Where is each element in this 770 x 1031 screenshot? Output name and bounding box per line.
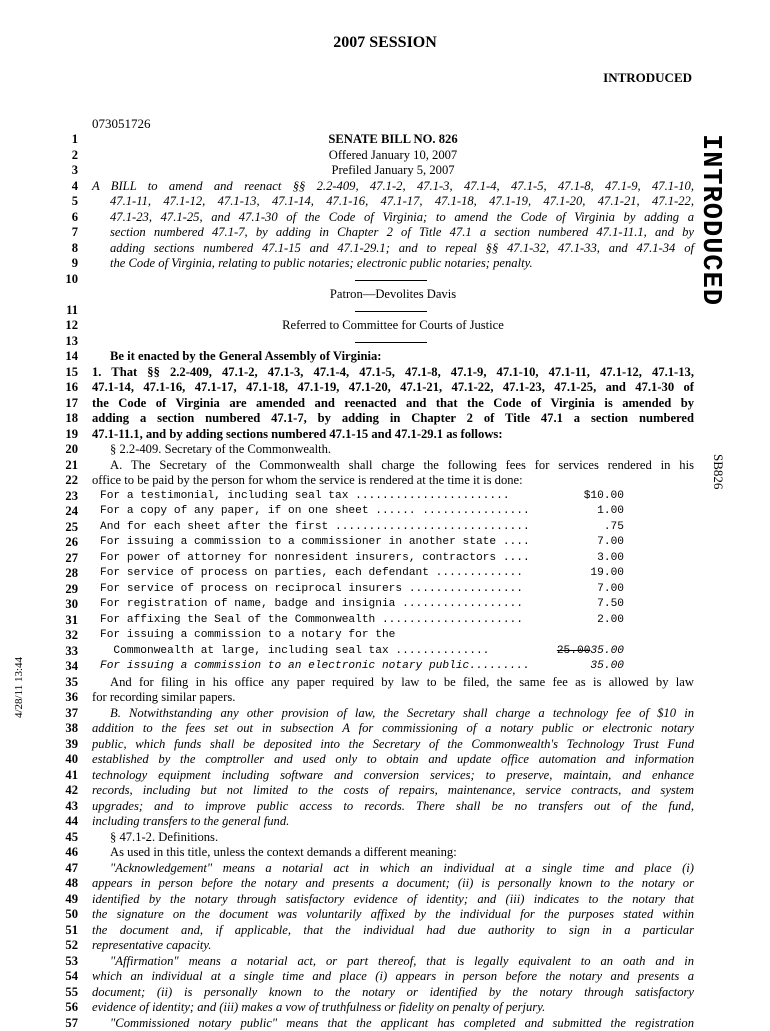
bill-line (0, 489, 770, 505)
bill-line (0, 380, 770, 396)
line-text (100, 597, 624, 613)
line-number: 24 (40, 504, 78, 520)
fee-amount: 7.50 (597, 597, 624, 613)
bill-line (0, 303, 770, 319)
line-number: 51 (40, 923, 78, 939)
line-number: 23 (40, 489, 78, 505)
bill-line (0, 721, 770, 737)
line-text: document; (ii) is personally known to the notary or identified by the notary through satisfactory (92, 985, 694, 1001)
new-amount: 35.00 (590, 645, 624, 657)
line-text (100, 535, 624, 551)
fee-description: Commonwealth at large, including seal tax .............. (100, 645, 489, 657)
line-number: 28 (40, 566, 78, 582)
line-text: Offered January 10, 2007 (92, 148, 694, 164)
line-text: identified by the notary through satisfactory evidence of identity; and (iii) indicates to the notary that (92, 892, 694, 908)
line-text: Prefiled January 5, 2007 (92, 163, 694, 179)
line-number: 22 (40, 473, 78, 489)
bill-line (0, 690, 770, 706)
bill-line (0, 876, 770, 892)
bill-line (0, 768, 770, 784)
line-number: 33 (40, 644, 78, 660)
line-text: 47.1-11, 47.1-12, 47.1-13, 47.1-14, 47.1-16, 47.1-17, 47.1-18, 47.1-19, 47.1-20, 47.1-21, 47.1-22, (110, 194, 694, 210)
bill-line (0, 923, 770, 939)
bill-line (0, 954, 770, 970)
line-text: established by the comptroller and used only to obtain and update office automation and information (92, 752, 694, 768)
line-text: records, including but not limited to the costs of repairs, maintenance, service contracts, and system (92, 783, 694, 799)
line-text (100, 613, 624, 629)
line-number: 17 (40, 396, 78, 412)
line-text (100, 566, 624, 582)
line-number: 37 (40, 706, 78, 722)
bill-line (0, 318, 770, 334)
line-number: 53 (40, 954, 78, 970)
line-text: the Code of Virginia, relating to public notaries; electronic public notaries; penalty. (110, 256, 694, 272)
bill-line (0, 179, 770, 195)
fee-description: For issuing a commission to a commissioner in another state .... (100, 536, 530, 548)
line-number: 12 (40, 318, 78, 334)
line-text: technology equipment including software and conversion services; to preserve, maintain, and enhance (92, 768, 694, 784)
line-number: 30 (40, 597, 78, 613)
line-text (100, 582, 624, 598)
line-number: 45 (40, 830, 78, 846)
bill-line (0, 659, 770, 675)
bill-line (0, 814, 770, 830)
bill-line (0, 365, 770, 381)
line-number: 1 (40, 132, 78, 148)
line-number: 43 (40, 799, 78, 815)
line-number: 48 (40, 876, 78, 892)
line-number: 26 (40, 535, 78, 551)
line-text: upgrades; and to improve public access to records. There shall be no transfers out of the fund, (92, 799, 694, 815)
bill-line (0, 411, 770, 427)
fee-amount: .75 (604, 520, 624, 536)
line-number: 42 (40, 783, 78, 799)
bill-line (0, 644, 770, 660)
line-text: "Commissioned notary public" means that the applicant has completed and submitted the registration (92, 1016, 694, 1031)
line-number: 35 (40, 675, 78, 691)
bill-line (0, 969, 770, 985)
line-number: 7 (40, 225, 78, 241)
line-number: 16 (40, 380, 78, 396)
bill-line (0, 256, 770, 272)
bill-line (0, 504, 770, 520)
fee-description: For a testimonial, including seal tax ....................... (100, 490, 510, 502)
line-text: A BILL to amend and reenact §§ 2.2-409, 47.1-2, 47.1-3, 47.1-4, 47.1-5, 47.1-8, 47.1-9, 47.1-10, (92, 179, 694, 195)
bill-line (0, 892, 770, 908)
bill-line (0, 1000, 770, 1016)
bill-line (0, 861, 770, 877)
line-number: 49 (40, 892, 78, 908)
line-number: 36 (40, 690, 78, 706)
fee-description: For service of process on parties, each defendant ............. (100, 567, 523, 579)
bill-line (0, 349, 770, 365)
line-text: "Acknowledgement" means a notarial act in which an individual at a single time and place (i) (92, 861, 694, 877)
bill-line (0, 535, 770, 551)
line-text: 1. That §§ 2.2-409, 47.1-2, 47.1-3, 47.1-4, 47.1-5, 47.1-8, 47.1-9, 47.1-10, 47.1-11, 47.1-12, 47.1-13, (92, 365, 694, 381)
line-text: Patron—Devolites Davis (92, 287, 694, 303)
line-number: 34 (40, 659, 78, 675)
line-text: the Code of Virginia are amended and reenacted and that the Code of Virginia is amended by (92, 396, 694, 412)
line-number: 52 (40, 938, 78, 954)
document-id: 073051726 (92, 116, 151, 132)
line-text: adding sections numbered 47.1-15 and 47.1-29.1; and to repeal §§ 47.1-32, 47.1-33, and 47.1-34 of (110, 241, 694, 257)
bill-line (0, 1016, 770, 1031)
line-text: evidence of identity; and (iii) makes a vow of truthfulness or fidelity on penalty of perjury. (92, 1000, 694, 1016)
fee-amount: 1.00 (597, 504, 624, 520)
line-number: 57 (40, 1016, 78, 1031)
fee-description: And for each sheet after the first ............................. (100, 521, 530, 533)
line-text (100, 489, 624, 505)
line-number: 13 (40, 334, 78, 350)
bill-line (0, 287, 770, 303)
line-text (100, 551, 624, 567)
fee-amount: 35.00 (590, 659, 624, 675)
bill-line (0, 582, 770, 598)
line-text: § 2.2-409. Secretary of the Commonwealth. (92, 442, 694, 458)
line-number: 47 (40, 861, 78, 877)
bill-line (0, 845, 770, 861)
line-text: which an individual at a single time and place (i) appears in person before the notary and presents a (92, 969, 694, 985)
line-number: 39 (40, 737, 78, 753)
fee-description: For registration of name, badge and insignia .................. (100, 598, 523, 610)
line-text (100, 644, 624, 660)
line-text: B. Notwithstanding any other provision of law, the Secretary shall charge a technology fee of $10 in (92, 706, 694, 722)
fee-amount: 2.00 (597, 613, 624, 629)
line-number: 19 (40, 427, 78, 443)
line-number: 40 (40, 752, 78, 768)
fee-description: For issuing a commission to a notary for the (100, 629, 395, 641)
line-number: 11 (40, 303, 78, 319)
line-number: 32 (40, 628, 78, 644)
bill-line (0, 985, 770, 1001)
line-text: for recording similar papers. (92, 690, 694, 706)
side-status-text: INTRODUCED (695, 134, 725, 306)
line-text: 47.1-11.1, and by adding sections numbered 47.1-15 and 47.1-29.1 as follows: (92, 427, 694, 443)
line-number: 6 (40, 210, 78, 226)
section-divider (355, 280, 427, 281)
line-text: And for filing in his office any paper required by law to be filed, the same fee as is allowed by law (92, 675, 694, 691)
line-number: 9 (40, 256, 78, 272)
bill-line (0, 334, 770, 350)
line-number: 14 (40, 349, 78, 365)
line-number: 8 (40, 241, 78, 257)
bill-line (0, 613, 770, 629)
line-number: 56 (40, 1000, 78, 1016)
bill-line (0, 551, 770, 567)
bill-line (0, 628, 770, 644)
fee-description: For power of attorney for nonresident insurers, contractors .... (100, 552, 530, 564)
bill-line (0, 194, 770, 210)
fee-description: For a copy of any paper, if on one sheet ...... ................ (100, 505, 530, 517)
bill-line (0, 272, 770, 288)
fee-amount (557, 644, 624, 660)
bill-line (0, 566, 770, 582)
bill-line (0, 163, 770, 179)
fee-description: For service of process on reciprocal insurers ................. (100, 583, 523, 595)
line-number: 27 (40, 551, 78, 567)
bill-line (0, 396, 770, 412)
line-number: 5 (40, 194, 78, 210)
line-number: 25 (40, 520, 78, 536)
line-number: 44 (40, 814, 78, 830)
line-text: addition to the fees set out in subsection A for commissioning of a notary public or electronic notary (92, 721, 694, 737)
line-text: representative capacity. (92, 938, 694, 954)
line-text (100, 520, 624, 536)
bill-line (0, 675, 770, 691)
bill-line (0, 458, 770, 474)
line-number: 21 (40, 458, 78, 474)
line-text: § 47.1-2. Definitions. (92, 830, 694, 846)
section-divider (355, 311, 427, 312)
bill-line (0, 225, 770, 241)
session-title: 2007 SESSION (0, 34, 770, 52)
line-text: including transfers to the general fund. (92, 814, 694, 830)
line-number: 3 (40, 163, 78, 179)
line-text: section numbered 47.1-7, by adding in Chapter 2 of Title 47.1 a section numbered 47.1-11.1, and by (110, 225, 694, 241)
bill-line (0, 752, 770, 768)
line-text: 47.1-14, 47.1-16, 47.1-17, 47.1-18, 47.1-19, 47.1-20, 47.1-21, 47.1-22, 47.1-23, 47.1-25, and 47.1-30 of (92, 380, 694, 396)
fee-description: For affixing the Seal of the Commonwealth ..................... (100, 614, 523, 626)
line-text: the document and, if applicable, that the individual had due authority to sign in a particular (92, 923, 694, 939)
struck-amount: 25.00 (557, 645, 591, 657)
line-number: 20 (40, 442, 78, 458)
line-number: 10 (40, 272, 78, 288)
fee-description: For issuing a commission to an electronic notary public......... (100, 660, 530, 672)
line-text: A. The Secretary of the Commonwealth shall charge the following fees for services rendered in his (92, 458, 694, 474)
side-bill-text: SB826 (711, 454, 726, 490)
line-number: 2 (40, 148, 78, 164)
line-text: the signature on the document was voluntarily affixed by the individual for the purposes stated within (92, 907, 694, 923)
line-number: 50 (40, 907, 78, 923)
bill-line (0, 427, 770, 443)
line-number: 46 (40, 845, 78, 861)
line-text: SENATE BILL NO. 826 (92, 132, 694, 148)
side-datetime-text: 4/28/11 13:44 (13, 656, 25, 718)
bill-line (0, 132, 770, 148)
bill-text-body (0, 132, 770, 1031)
bill-line (0, 799, 770, 815)
line-text: appears in person before the notary and presents a document; (ii) is personally known to the notary or (92, 876, 694, 892)
line-text (100, 628, 624, 644)
fee-amount: 3.00 (597, 551, 624, 567)
bill-line (0, 148, 770, 164)
bill-line (0, 783, 770, 799)
line-text: 47.1-23, 47.1-25, and 47.1-30 of the Code of Virginia; to amend the Code of Virginia by adding a (110, 210, 694, 226)
bill-line (0, 737, 770, 753)
bill-line (0, 706, 770, 722)
line-number: 41 (40, 768, 78, 784)
bill-line (0, 241, 770, 257)
line-number: 55 (40, 985, 78, 1001)
line-text: As used in this title, unless the context demands a different meaning: (92, 845, 694, 861)
bill-line (0, 907, 770, 923)
line-number: 15 (40, 365, 78, 381)
section-divider (355, 342, 427, 343)
line-number: 31 (40, 613, 78, 629)
bill-line (0, 830, 770, 846)
line-text: Referred to Committee for Courts of Justice (92, 318, 694, 334)
line-number: 29 (40, 582, 78, 598)
line-text: adding a section numbered 47.1-7, by adding in Chapter 2 of Title 47.1 a section numbered (92, 411, 694, 427)
bill-line (0, 473, 770, 489)
line-number: 4 (40, 179, 78, 195)
status-label: INTRODUCED (603, 70, 692, 86)
bill-line (0, 520, 770, 536)
fee-amount: $10.00 (584, 489, 624, 505)
line-text: Be it enacted by the General Assembly of Virginia: (92, 349, 694, 365)
line-text: "Affirmation" means a notarial act, or part thereof, that is legally equivalent to an oath and in (92, 954, 694, 970)
fee-amount: 7.00 (597, 535, 624, 551)
line-number: 38 (40, 721, 78, 737)
line-text: public, which funds shall be deposited into the Secretary of the Commonwealth's Technology Trust Fund (92, 737, 694, 753)
fee-amount: 7.00 (597, 582, 624, 598)
line-text: office to be paid by the person for whom the service is rendered at the time it is done: (92, 473, 694, 489)
line-number: 18 (40, 411, 78, 427)
bill-line (0, 938, 770, 954)
fee-amount: 19.00 (590, 566, 624, 582)
bill-line (0, 442, 770, 458)
line-number: 54 (40, 969, 78, 985)
line-text (100, 659, 624, 675)
bill-line (0, 210, 770, 226)
line-text (100, 504, 624, 520)
bill-line (0, 597, 770, 613)
